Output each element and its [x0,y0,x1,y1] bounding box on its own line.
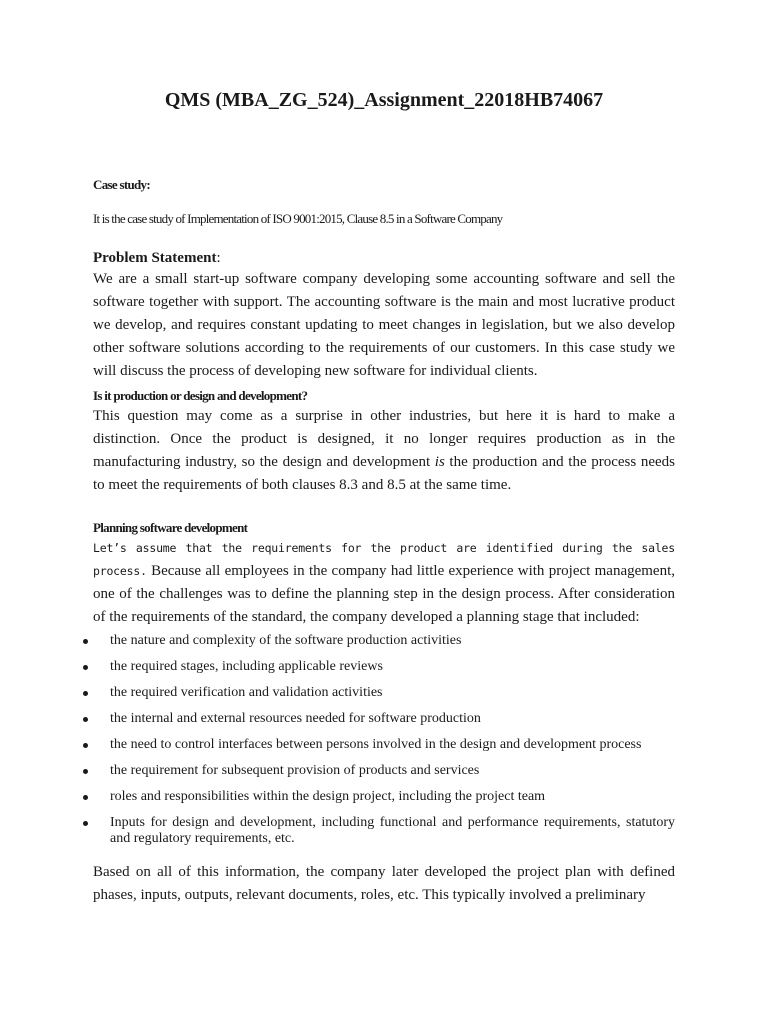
problem-statement-colon: : [216,250,221,266]
list-item-text: the required verification and validation activities [110,685,383,700]
bullet-dot-icon [83,639,88,644]
planning-mono-sentence: Let’s assume that the requirements for the product are identified during the sales process. [93,541,675,578]
list-item-text: roles and responsibilities within the design project, including the project team [110,789,546,804]
bullet-dot-icon [83,691,88,696]
list-item-text: the need to control interfaces between persons involved in the design and development process [110,737,642,752]
list-item [83,789,675,805]
bullet-dot-icon [83,769,88,774]
document-body [93,176,675,907]
case-study-label: Case study: [93,177,150,192]
list-item-text: the internal and external resources needed for software production [110,711,481,726]
bullet-dot-icon [83,821,88,826]
problem-statement-heading [93,248,675,268]
document-title: QMS (MBA_ZG_524)_Assignment_22018HB74067 [164,89,604,111]
bullet-dot-icon [83,717,88,722]
problem-statement-heading-text: Problem Statement [93,250,217,266]
list-item-text: the requirement for subsequent provision of products and services [110,763,480,778]
bullet-dot-icon [83,743,88,748]
list-item-text: the required stages, including applicable reviews [110,659,383,674]
planning-bullet-list [83,633,675,847]
list-item [83,737,675,753]
planning-paragraph-text: Because all employees in the company had little experience with project management, one of the challenges was to define the planning step in the design process. After consideration of the requirements of the standard, the company developed a planning stage that included: [93,563,675,625]
list-item-text: the nature and complexity of the software production activities [110,633,462,648]
list-item [83,633,675,649]
planning-heading: Planning software development [93,520,248,535]
production-paragraph-end: the production and the process needs to meet the requirements of both clauses 8.3 and 8.5 at the same time. [93,454,676,493]
closing-paragraph: Based on all of this information, the company later developed the project plan with defined phases, inputs, outputs, relevant documents, roles, etc. This typically involved a preliminary [93,864,675,903]
bullet-dot-icon [83,665,88,670]
list-item [83,711,675,727]
production-paragraph [93,405,675,497]
list-item [83,685,675,701]
case-study-text: It is the case study of Implementation of ISO 9001:2015, Clause 8.5 in a Software Company [93,211,503,226]
production-paragraph-start: This question may come as a surprise in other industries, but here it is hard to make a distinction. Once the product is designed, it no longer requires production as in the manufacturing industry, so the design and development [93,408,675,470]
list-item [83,815,675,847]
production-paragraph-italic: is [434,454,445,470]
list-item [83,659,675,675]
production-heading: Is it production or design and development? [93,388,308,403]
list-item-text: Inputs for design and development, including functional and performance requirements, statutory and regulatory requirements, etc. [110,815,675,846]
list-item [83,763,675,779]
planning-paragraph [93,537,675,629]
bullet-dot-icon [83,795,88,800]
problem-statement-paragraph: We are a small start-up software company developing some accounting software and sell the software together with support. The accounting software is the main and most lucrative product we develop, and requires constant updating to meet changes in legislation, but we also develop other software solutions according to the requirements of our customers. In this case study we will discuss the process of developing new software for individual clients. [93,271,675,379]
